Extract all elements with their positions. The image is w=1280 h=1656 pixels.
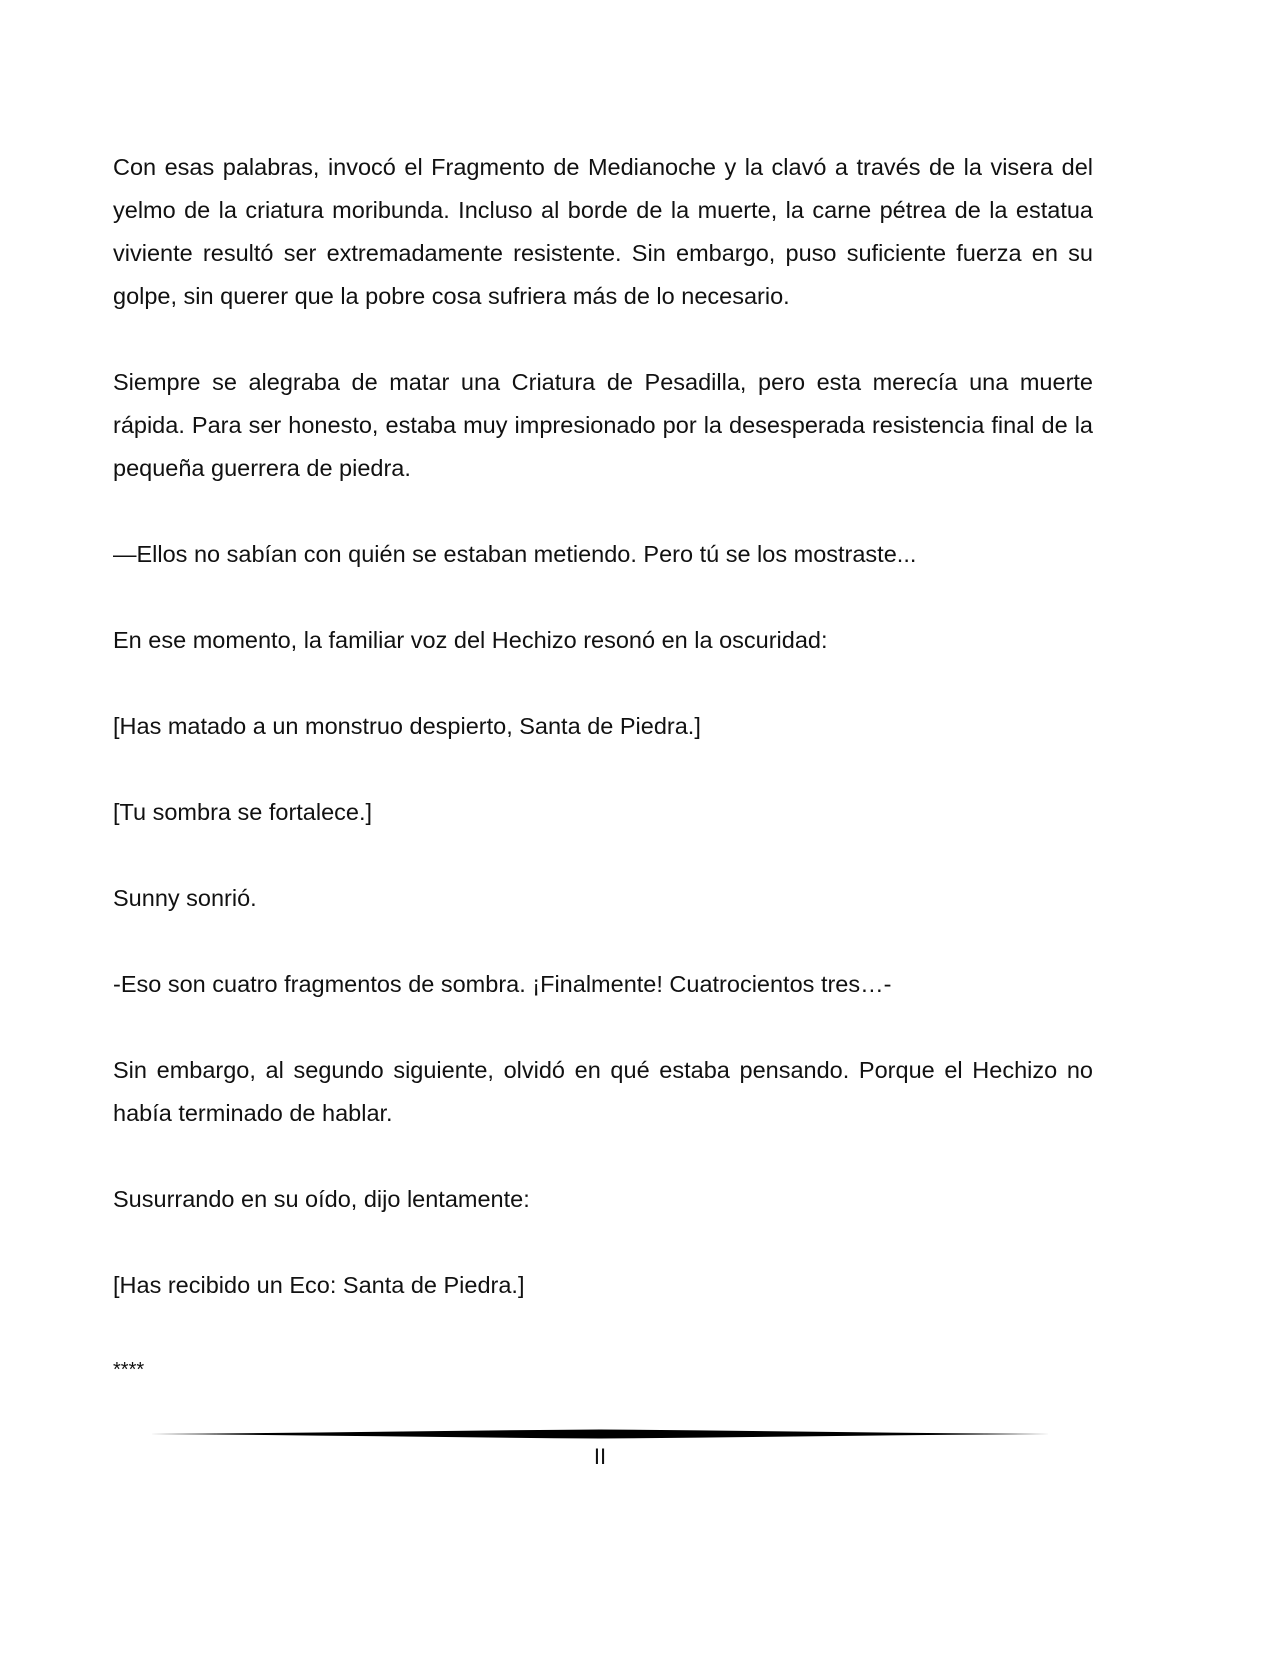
decorative-divider [150, 1427, 1050, 1441]
paragraph-9: Sin embargo, al segundo siguiente, olvidó en qué estaba pensando. Porque el Hechizo no había terminado de hablar. [113, 1057, 1093, 1126]
divider-swash [150, 1430, 1050, 1439]
spell-message-2: [Tu sombra se fortalece.] [113, 799, 373, 825]
body-text [113, 146, 1093, 1390]
paragraph-7: Sunny sonrió. [113, 885, 257, 911]
scene-break: **** [113, 1359, 145, 1381]
paragraph-8-dialogue: -Eso son cuatro fragmentos de sombra. ¡Finalmente! Cuatrocientos tres…- [113, 971, 892, 997]
spell-message-1: [Has matado a un monstruo despierto, Santa de Piedra.] [113, 713, 701, 739]
paragraph-1: Con esas palabras, invocó el Fragmento de Medianoche y la clavó a través de la visera del yelmo de la criatura moribunda. Incluso al borde de la muerte, la carne pétrea de la estatua viviente resultó ser extremadamente resistente. Sin embargo, puso suficiente fuerza en su golpe, sin querer que la pobre cosa sufriera más de lo necesario. [113, 154, 1093, 309]
paragraph-2: Siempre se alegraba de matar una Criatura de Pesadilla, pero esta merecía una muerte rápida. Para ser honesto, estaba muy impresionado por la desesperada resistencia final de la pequeña guerrera de piedra. [113, 369, 1093, 481]
paragraph-3-dialogue: —Ellos no sabían con quién se estaban metiendo. Pero tú se los mostraste... [113, 541, 917, 567]
page-number: II [593, 1444, 607, 1469]
spell-message-3: [Has recibido un Eco: Santa de Piedra.] [113, 1272, 525, 1298]
paragraph-10: Susurrando en su oído, dijo lentamente: [113, 1186, 530, 1212]
paragraph-4: En ese momento, la familiar voz del Hechizo resonó en la oscuridad: [113, 627, 828, 653]
